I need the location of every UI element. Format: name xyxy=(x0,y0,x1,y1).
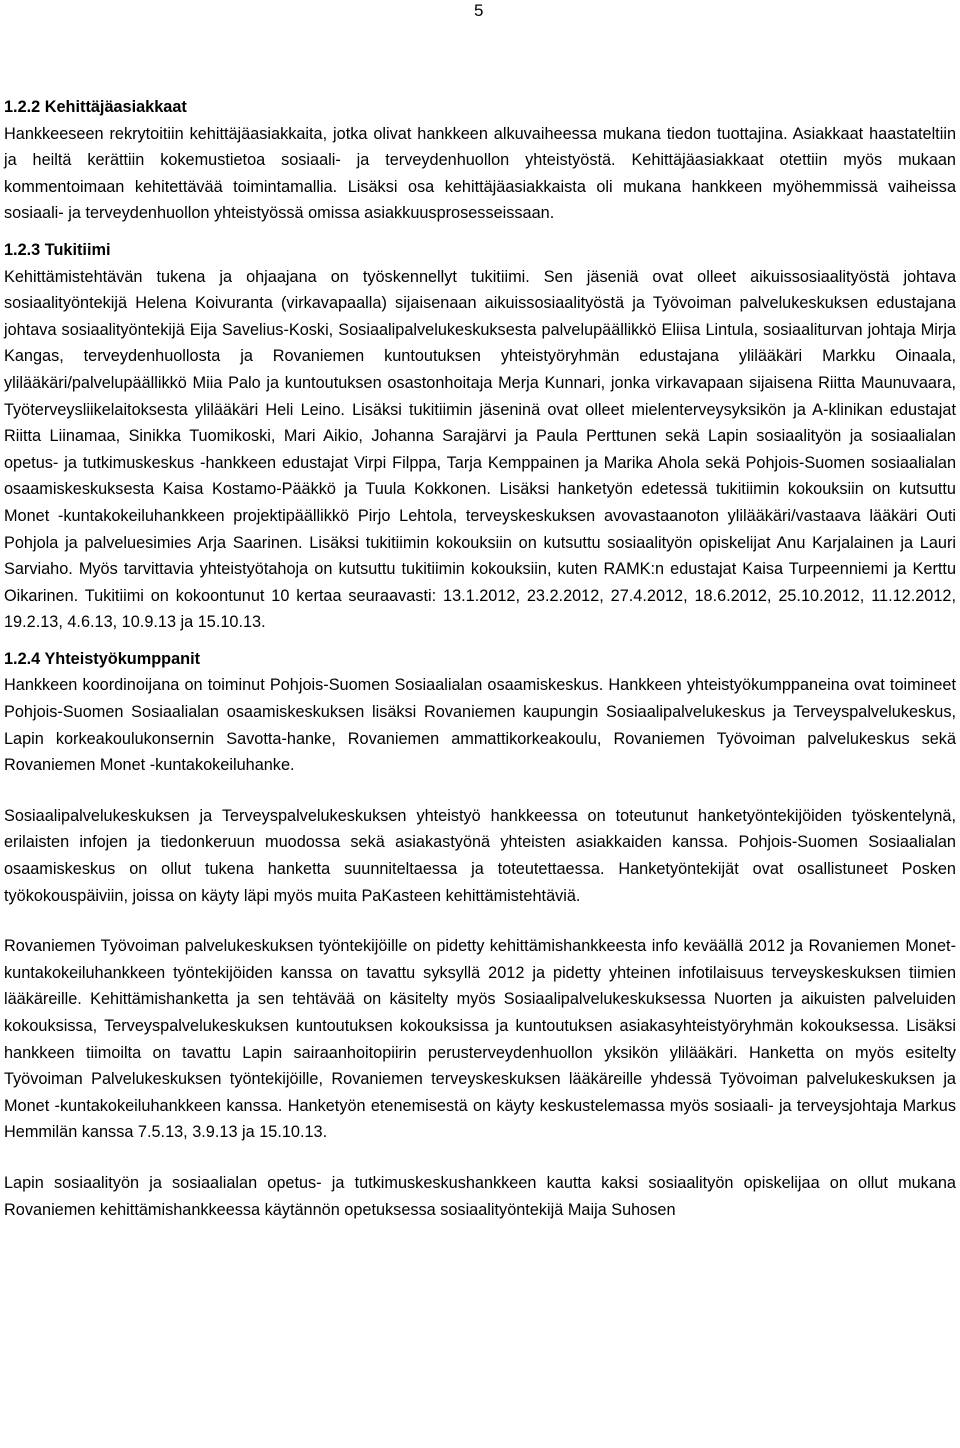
paragraph-tukitiimi: Kehittämistehtävän tukena ja ohjaajana on työskennellyt tukitiimi. Sen jäseniä ovat olleet aikuissosiaalityöstä johtava sosiaalityöntekijä Helena Koivuranta (virkavapaalla) sijaisenaan aikuissosiaalityöstä ja Työvoiman palvelukeskuksen edustajana johtava sosiaalityöntekijä Eija Savelius-Koski, Sosiaalipalvelukeskuksesta palvelupäällikkö Eliisa Lintula, sosiaaliturvan johtaja Mirja Kangas, terveydenhuollosta ja Rovaniemen kuntoutuksen yhteistyöryhmän edustajana ylilääkäri Markku Oinaala, ylilääkäri/palvelupäällikkö Miia Palo ja kuntoutuksen osastonhoitaja Merja Kunnari, jonka virkavapaan sijaisena Riitta Maunuvaara, Työterveysliikelaitoksesta ylilääkäri Heli Leino. Lisäksi tukitiimin jäseninä ovat olleet mielenterveysyksikön ja A-klinikan edustajat Riitta Liinamaa, Sinikka Tuomikoski, Mari Aikio, Johanna Sarajärvi ja Paula Perttunen sekä Lapin sosiaalityön ja sosiaalialan opetus- ja tutkimuskeskus -hankkeen edustajat Virpi Filppa, Tarja Kemppainen ja Marika Ahola sekä Pohjois-Suomen sosiaalialan osaamiskeskuksesta Kaisa Kostamo-Pääkkö ja Tuula Kokkonen. Lisäksi hanketyön edetessä tukitiimin kokouksiin on kutsuttu Monet -kuntakokeiluhankkeen projektipäällikkö Pirjo Lehtola, terveyskeskuksen avovastaanoton ylilääkäri/vastaava lääkäri Outi Pohjola ja palveluesimies Arja Saarinen. Lisäksi tukitiimin kokouksiin on kutsuttu sosiaalityön opiskelijat Anu Karjalainen ja Lauri Sarviaho. Myös tarvittavia yhteistyötahoja on kutsuttu tukitiimin kokouksiin, kuten RAMK:n edustajat Kaisa Turpeenniemi ja Kerttu Oikarinen. Tukitiimi on kokoontunut 10 kertaa seuraavasti: 13.1.2012, 23.2.2012, 27.4.2012, 18.6.2012, 25.10.2012, 11.12.2012, 19.2.13, 4.6.13, 10.9.13 ja 15.10.13. xyxy=(4,267,956,632)
paragraph-yhteistyokumppanit-2: Sosiaalipalvelukeskuksen ja Terveyspalvelukeskuksen yhteistyö hankkeessa on toteutunut hanketyöntekijöiden työskentelynä, erilaisten infojen ja tiedonkeruun muodossa sekä asiakastyönä yhteisten asiakkaiden kanssa. Pohjois-Suomen Sosiaalialan osaamiskeskus on ollut tukena hanketta suunniteltaessa ja toteutettaessa. Hanketyöntekijät ovat osallistuneet Posken työkokouspäiviin, joissa on käyty läpi myös muita PaKasteen kehittämistehtäviä. xyxy=(4,806,956,905)
paragraph-yhteistyokumppanit-4: Lapin sosiaalityön ja sosiaalialan opetus- ja tutkimuskeskushankkeen kautta kaksi sosiaalityön opiskelijaa on ollut mukana Rovaniemen kehittämishankkeessa käytännön opetuksessa sosiaalityöntekijä Maija Suhosen xyxy=(4,1173,956,1219)
section-heading-yhteistyokumppanit: 1.2.4 Yhteistyökumppanit xyxy=(4,649,201,668)
paragraph-yhteistyokumppanit-1: Hankkeen koordinoijana on toiminut Pohjois-Suomen Sosiaalialan osaamiskeskus. Hankkeen yhteistyökumppaneina ovat toimineet Pohjois-Suomen Sosiaalialan osaamiskeskuksen lisäksi Rovaniemen kaupungin Sosiaalipalvelukeskus ja Terveyspalvelukeskus, Lapin korkeakoulukonsernin Savotta-hanke, Rovaniemen ammattikorkeakoulu, Rovaniemen Työvoiman palvelukeskus sekä Rovaniemen Monet -kuntakokeiluhanke. xyxy=(4,676,956,775)
document-body xyxy=(4,94,956,1223)
section-heading-kehittajaasiakkaat: 1.2.2 Kehittäjäasiakkaat xyxy=(4,98,187,116)
page-number: 5 xyxy=(474,1,484,20)
section-heading-tukitiimi: 1.2.3 Tukitiimi xyxy=(4,240,111,259)
paragraph-kehittajaasiakkaat: Hankkeeseen rekrytoitiin kehittäjäasiakkaita, jotka olivat hankkeen alkuvaiheessa mukana tiedon tuottajina. Asiakkaat haastateltiin ja heiltä kerättiin kokemustietoa sosiaali- ja terveydenhuollon yhteistyöstä. Kehittäjäasiakkaat otettiin myös mukaan kommentoimaan kehitettävää toimintamallia. Lisäksi osa kehittäjäasiakkaista oli mukana hankkeen myöhemmissä vaiheissa sosiaali- ja terveydenhuollon yhteistyössä omissa asiakkuusprosesseissaan. xyxy=(4,124,956,223)
paragraph-yhteistyokumppanit-3: Rovaniemen Työvoiman palvelukeskuksen työntekijöille on pidetty kehittämishankkeesta info keväällä 2012 ja Rovaniemen Monet-kuntakokeiluhankkeen työntekijöiden kanssa on tavattu syksyllä 2012 ja pidetty yhteinen infotilaisuus terveyskeskuksen tiimien lääkäreille. Kehittämishanketta ja sen tehtävää on käsitelty myös Sosiaalipalvelukeskuksessa Nuorten ja aikuisten palveluiden kokouksissa, Terveyspalvelukeskuksen kuntoutuksen kokouksissa ja kuntoutuksen asiakasyhteistyöryhmän kokouksessa. Lisäksi hankkeen tiimoilta on tavattu Lapin sairaanhoitopiirin perusterveydenhuollon yksikön ylilääkäri. Hanketta on myös esitelty Työvoiman Palvelukeskuksen työntekijöille, Rovaniemen terveyskeskuksen lääkäreille yhdessä Työvoiman palvelukeskuksen ja Monet -kuntakokeiluhankkeen kanssa. Hanketyön etenemisestä on käyty keskustelemassa myös sosiaali- ja terveysjohtaja Markus Hemmilän kanssa 7.5.13, 3.9.13 ja 15.10.13. xyxy=(4,937,956,1142)
